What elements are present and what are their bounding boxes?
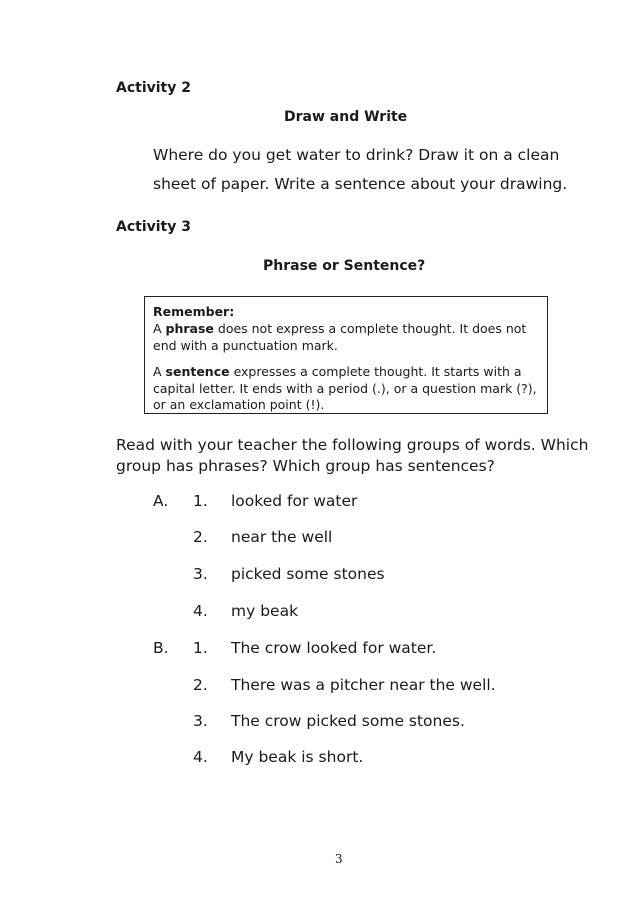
group-a-item-4: my beak	[231, 602, 299, 620]
group-b-item-4-number: 4.	[193, 748, 208, 766]
group-a-item-2: near the well	[231, 528, 333, 546]
group-a-item-1-number: 1.	[193, 492, 208, 510]
group-a-item-4-number: 4.	[193, 602, 208, 620]
instruction-line-1: Read with your teacher the following groups of words. Which	[116, 436, 589, 454]
group-a-item-3: picked some stones	[231, 565, 385, 583]
phrase-definition-line-1: A phrase does not express a complete thought. It does not	[153, 321, 527, 336]
remember-heading: Remember:	[153, 304, 235, 319]
group-a-label: A.	[153, 492, 169, 510]
activity-2-subtitle: Draw and Write	[284, 109, 408, 125]
page-number: 3	[335, 852, 343, 866]
group-a-item-2-number: 2.	[193, 528, 208, 546]
activity-2-text-line-1: Where do you get water to drink? Draw it on a clean	[153, 146, 560, 164]
group-b-item-3-number: 3.	[193, 712, 208, 730]
group-b-item-1-number: 1.	[193, 639, 208, 657]
group-a-item-1: looked for water	[231, 492, 358, 510]
instruction-line-2: group has phrases? Which group has sentences?	[116, 457, 495, 475]
activity-2-text-line-2: sheet of paper. Write a sentence about your drawing.	[153, 175, 568, 193]
group-b-label: B.	[153, 639, 169, 657]
sentence-definition-line-2: capital letter. It ends with a period (.), or a question mark (?),	[153, 381, 537, 396]
group-b-item-4: My beak is short.	[231, 748, 364, 766]
group-b-item-2-number: 2.	[193, 676, 208, 694]
phrase-definition-line-2: end with a punctuation mark.	[153, 338, 338, 353]
sentence-definition-line-1: A sentence expresses a complete thought. It starts with a	[153, 364, 522, 379]
activity-3-subtitle: Phrase or Sentence?	[263, 258, 426, 274]
phrase-term: phrase	[165, 321, 214, 336]
group-a-item-3-number: 3.	[193, 565, 208, 583]
group-b-item-2: There was a pitcher near the well.	[231, 676, 496, 694]
sentence-term: sentence	[165, 364, 230, 379]
remember-box	[144, 296, 548, 414]
activity-2-title: Activity 2	[116, 80, 191, 96]
group-b-item-1: The crow looked for water.	[231, 639, 437, 657]
group-b-item-3: The crow picked some stones.	[231, 712, 465, 730]
sentence-definition-line-3: or an exclamation point (!).	[153, 397, 325, 412]
activity-3-title: Activity 3	[116, 219, 191, 235]
